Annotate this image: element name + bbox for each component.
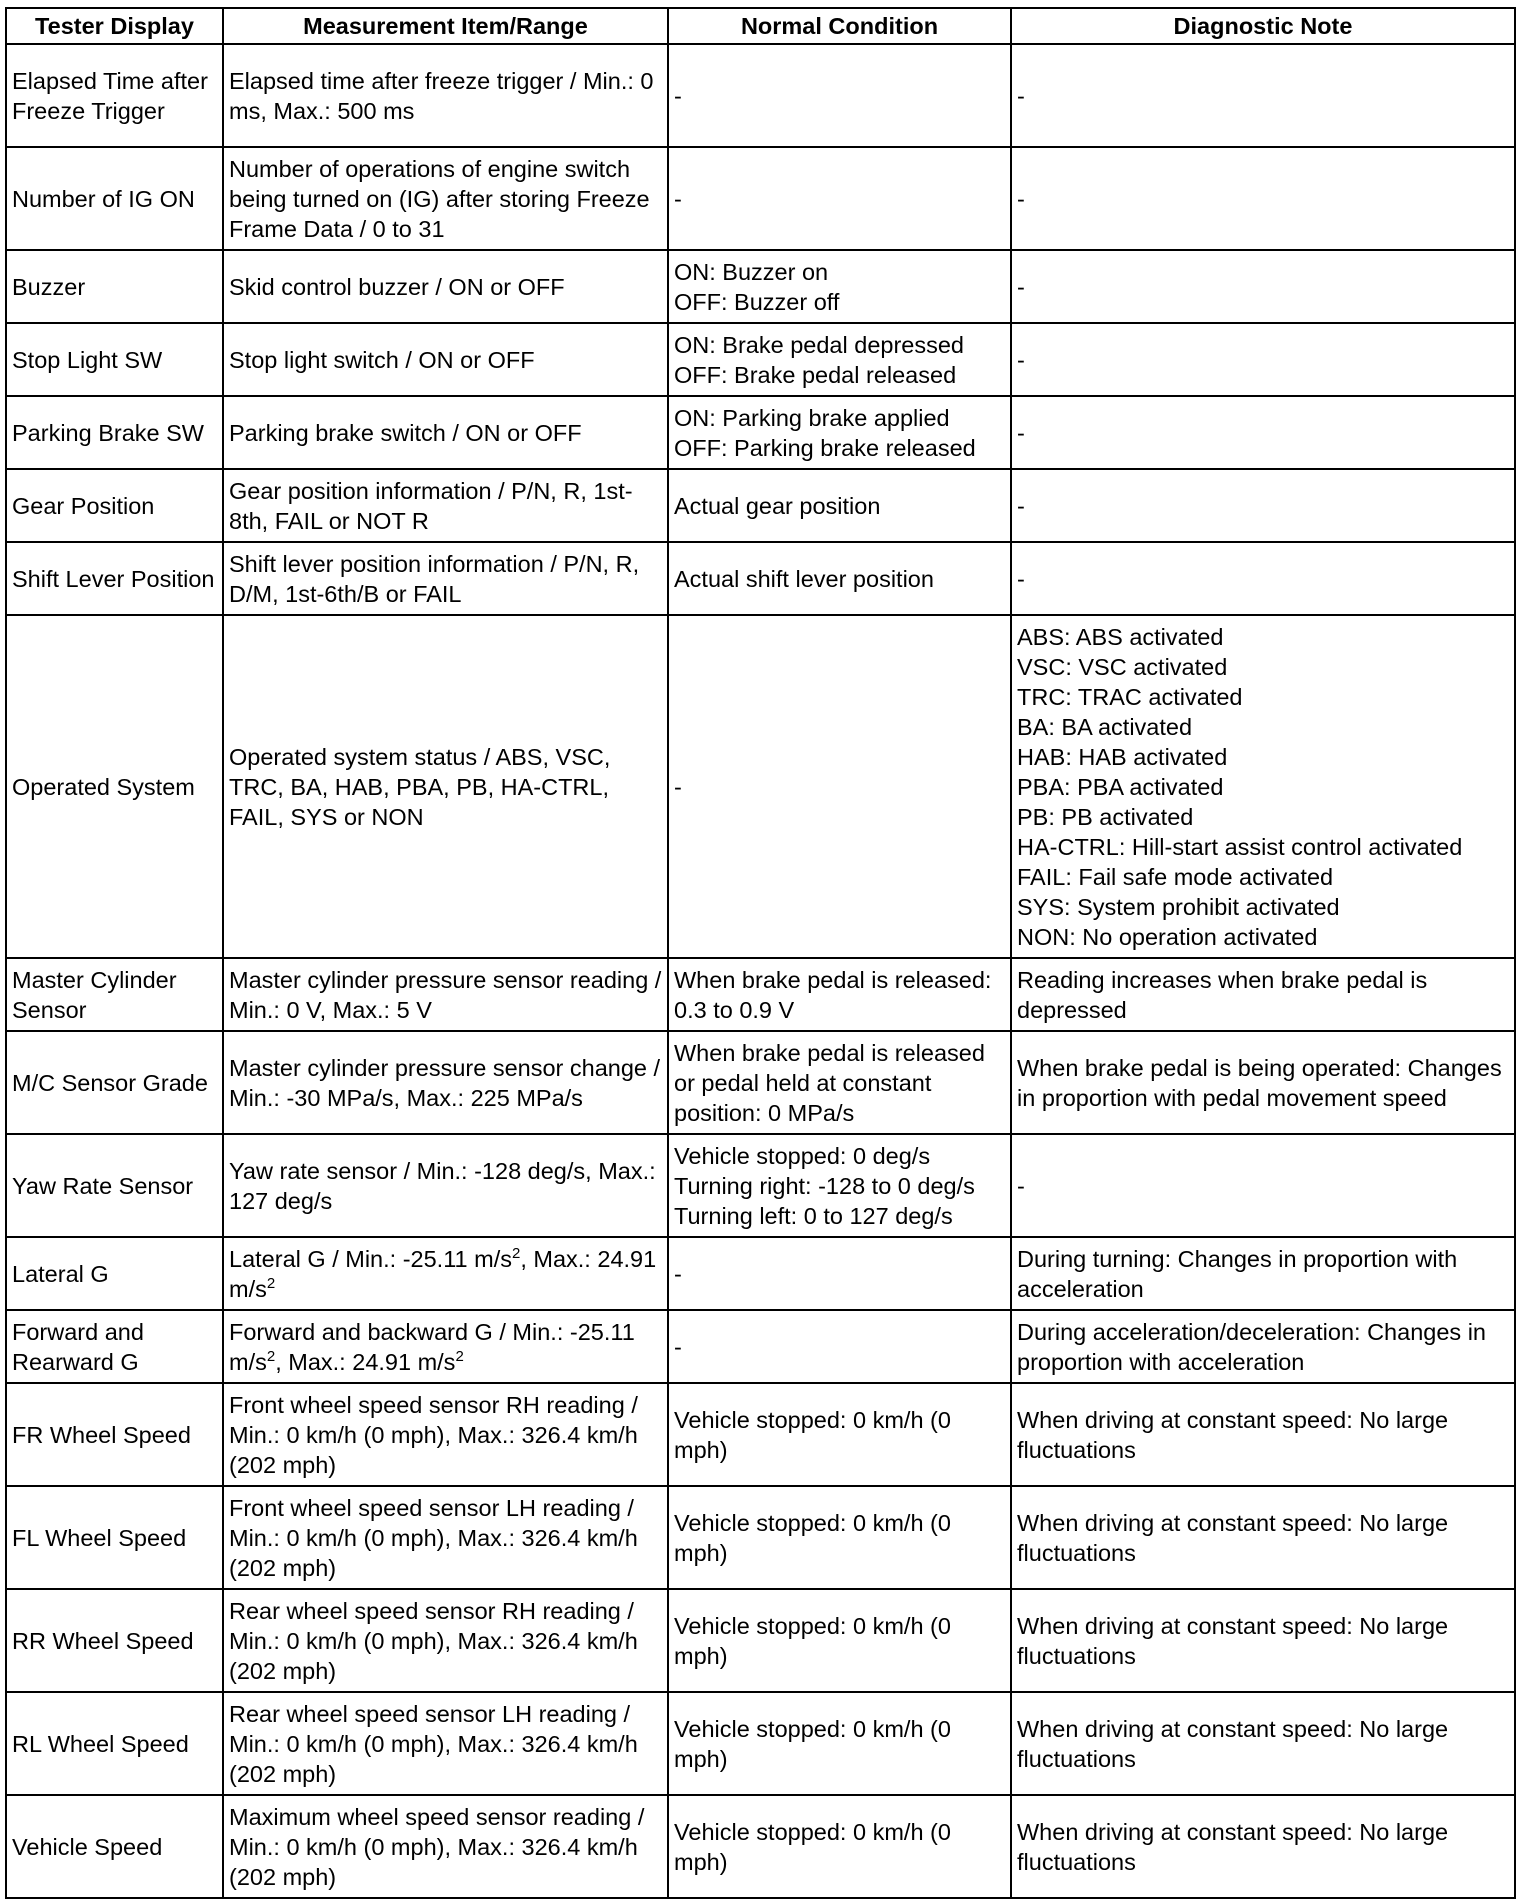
table-row bbox=[6, 396, 1515, 469]
normal-condition-cell: When brake pedal is released or pedal held at constant position: 0 MPa/s bbox=[668, 1031, 1011, 1134]
diagnostic-note-cell: When driving at constant speed: No large fluctuations bbox=[1011, 1795, 1515, 1898]
diagnostic-note-cell: - bbox=[1011, 323, 1515, 396]
tester-display-cell: Buzzer bbox=[6, 250, 223, 323]
diagnostic-note-cell: - bbox=[1011, 44, 1515, 147]
table-row bbox=[6, 1310, 1515, 1383]
tester-display-cell: Gear Position bbox=[6, 469, 223, 542]
measurement-cell: Master cylinder pressure sensor reading / Min.: 0 V, Max.: 5 V bbox=[223, 958, 668, 1031]
measurement-cell: Front wheel speed sensor LH reading / Min.: 0 km/h (0 mph), Max.: 326.4 km/h (202 mph) bbox=[223, 1486, 668, 1589]
tester-display-cell: Master Cylinder Sensor bbox=[6, 958, 223, 1031]
measurement-text: , Max.: 24.91 m/s bbox=[229, 1245, 657, 1302]
diagnostic-note-cell: During turning: Changes in proportion with acceleration bbox=[1011, 1237, 1515, 1310]
header-diagnostic-note: Diagnostic Note bbox=[1011, 8, 1515, 44]
diagnostic-note-cell: When driving at constant speed: No large fluctuations bbox=[1011, 1383, 1515, 1486]
normal-condition-cell: - bbox=[668, 44, 1011, 147]
table-row bbox=[6, 44, 1515, 147]
diagnostic-note-cell: - bbox=[1011, 1134, 1515, 1237]
table-row bbox=[6, 1486, 1515, 1589]
table-row bbox=[6, 250, 1515, 323]
normal-condition-cell: - bbox=[668, 1237, 1011, 1310]
tester-display-cell: RL Wheel Speed bbox=[6, 1692, 223, 1795]
tester-display-cell: RR Wheel Speed bbox=[6, 1589, 223, 1692]
normal-condition-cell: ON: Parking brake applied OFF: Parking brake released bbox=[668, 396, 1011, 469]
header-measurement-item: Measurement Item/Range bbox=[223, 8, 668, 44]
tester-display-cell: Shift Lever Position bbox=[6, 542, 223, 615]
measurement-cell: Maximum wheel speed sensor reading / Min.: 0 km/h (0 mph), Max.: 326.4 km/h (202 mph) bbox=[223, 1795, 668, 1898]
diagnostic-note-cell: Reading increases when brake pedal is depressed bbox=[1011, 958, 1515, 1031]
diagnostic-note-cell: When driving at constant speed: No large fluctuations bbox=[1011, 1486, 1515, 1589]
diagnostic-note-cell: - bbox=[1011, 250, 1515, 323]
table-row bbox=[6, 469, 1515, 542]
measurement-cell: Rear wheel speed sensor LH reading / Min.: 0 km/h (0 mph), Max.: 326.4 km/h (202 mph) bbox=[223, 1692, 668, 1795]
data-list-table bbox=[5, 7, 1516, 1899]
measurement-cell bbox=[223, 1237, 668, 1310]
tester-display-cell: M/C Sensor Grade bbox=[6, 1031, 223, 1134]
diagnostic-note-cell: - bbox=[1011, 542, 1515, 615]
measurement-cell: Operated system status / ABS, VSC, TRC, BA, HAB, PBA, PB, HA-CTRL, FAIL, SYS or NON bbox=[223, 615, 668, 958]
diagnostic-note-cell: During acceleration/deceleration: Changes in proportion with acceleration bbox=[1011, 1310, 1515, 1383]
superscript: 2 bbox=[455, 1347, 464, 1365]
table-row bbox=[6, 323, 1515, 396]
normal-condition-cell: ON: Brake pedal depressed OFF: Brake pedal released bbox=[668, 323, 1011, 396]
measurement-text: Lateral G / Min.: -25.11 m/s bbox=[229, 1245, 512, 1272]
diagnostic-note-cell: When driving at constant speed: No large fluctuations bbox=[1011, 1692, 1515, 1795]
header-tester-display: Tester Display bbox=[6, 8, 223, 44]
table-row bbox=[6, 147, 1515, 250]
tester-display-cell: Stop Light SW bbox=[6, 323, 223, 396]
table-row bbox=[6, 1237, 1515, 1310]
tester-display-cell: Parking Brake SW bbox=[6, 396, 223, 469]
table-row bbox=[6, 615, 1515, 958]
normal-condition-cell: Actual shift lever position bbox=[668, 542, 1011, 615]
measurement-cell: Master cylinder pressure sensor change / Min.: -30 MPa/s, Max.: 225 MPa/s bbox=[223, 1031, 668, 1134]
table-row bbox=[6, 1031, 1515, 1134]
tester-display-cell: Number of IG ON bbox=[6, 147, 223, 250]
tester-display-cell: Yaw Rate Sensor bbox=[6, 1134, 223, 1237]
table-row bbox=[6, 1795, 1515, 1898]
measurement-cell: Skid control buzzer / ON or OFF bbox=[223, 250, 668, 323]
normal-condition-cell: Vehicle stopped: 0 km/h (0 mph) bbox=[668, 1486, 1011, 1589]
tester-display-cell: FR Wheel Speed bbox=[6, 1383, 223, 1486]
diagnostic-note-cell: - bbox=[1011, 147, 1515, 250]
diagnostic-note-cell: ABS: ABS activated VSC: VSC activated TRC: TRAC activated BA: BA activated HAB: HAB activated PBA: PBA activated PB: PB activated HA-CTRL: Hill-start assist control activated FAIL: Fail safe mode activated SYS: System prohibit activated NON: No operation activated bbox=[1011, 615, 1515, 958]
tester-display-cell: Operated System bbox=[6, 615, 223, 958]
normal-condition-cell: - bbox=[668, 615, 1011, 958]
normal-condition-cell: Vehicle stopped: 0 km/h (0 mph) bbox=[668, 1795, 1011, 1898]
normal-condition-cell: Vehicle stopped: 0 km/h (0 mph) bbox=[668, 1589, 1011, 1692]
normal-condition-cell: Actual gear position bbox=[668, 469, 1011, 542]
diagnostic-note-cell: - bbox=[1011, 396, 1515, 469]
measurement-cell: Number of operations of engine switch being turned on (IG) after storing Freeze Frame Data / 0 to 31 bbox=[223, 147, 668, 250]
superscript: 2 bbox=[266, 1274, 276, 1292]
header-normal-condition: Normal Condition bbox=[668, 8, 1011, 44]
table-row bbox=[6, 1692, 1515, 1795]
measurement-cell bbox=[223, 1310, 668, 1383]
measurement-cell: Elapsed time after freeze trigger / Min.: 0 ms, Max.: 500 ms bbox=[223, 44, 668, 147]
measurement-cell: Gear position information / P/N, R, 1st-8th, FAIL or NOT R bbox=[223, 469, 668, 542]
normal-condition-cell: Vehicle stopped: 0 deg/s Turning right: -128 to 0 deg/s Turning left: 0 to 127 deg/s bbox=[668, 1134, 1011, 1237]
tester-display-cell: Forward and Rearward G bbox=[6, 1310, 223, 1383]
normal-condition-cell: - bbox=[668, 1310, 1011, 1383]
measurement-cell: Stop light switch / ON or OFF bbox=[223, 323, 668, 396]
diagnostic-note-cell: - bbox=[1011, 469, 1515, 542]
diagnostic-note-cell: When brake pedal is being operated: Changes in proportion with pedal movement speed bbox=[1011, 1031, 1515, 1134]
superscript: 2 bbox=[511, 1244, 521, 1262]
tester-display-cell: FL Wheel Speed bbox=[6, 1486, 223, 1589]
measurement-cell: Shift lever position information / P/N, R, D/M, 1st-6th/B or FAIL bbox=[223, 542, 668, 615]
measurement-cell: Front wheel speed sensor RH reading / Min.: 0 km/h (0 mph), Max.: 326.4 km/h (202 mph) bbox=[223, 1383, 668, 1486]
measurement-cell: Yaw rate sensor / Min.: -128 deg/s, Max.: 127 deg/s bbox=[223, 1134, 668, 1237]
table-row bbox=[6, 1589, 1515, 1692]
header-row bbox=[6, 8, 1515, 44]
measurement-cell: Rear wheel speed sensor RH reading / Min.: 0 km/h (0 mph), Max.: 326.4 km/h (202 mph) bbox=[223, 1589, 668, 1692]
measurement-cell: Parking brake switch / ON or OFF bbox=[223, 396, 668, 469]
tester-display-cell: Elapsed Time after Freeze Trigger bbox=[6, 44, 223, 147]
normal-condition-cell: When brake pedal is released: 0.3 to 0.9 V bbox=[668, 958, 1011, 1031]
measurement-text: Forward and backward G / Min.: -25.11 m/s bbox=[229, 1318, 635, 1375]
normal-condition-cell: Vehicle stopped: 0 km/h (0 mph) bbox=[668, 1692, 1011, 1795]
diagnostic-note-cell: When driving at constant speed: No large fluctuations bbox=[1011, 1589, 1515, 1692]
measurement-text: , Max.: 24.91 m/s bbox=[275, 1348, 456, 1375]
normal-condition-cell: ON: Buzzer on OFF: Buzzer off bbox=[668, 250, 1011, 323]
tester-display-cell: Lateral G bbox=[6, 1237, 223, 1310]
normal-condition-cell: Vehicle stopped: 0 km/h (0 mph) bbox=[668, 1383, 1011, 1486]
superscript: 2 bbox=[266, 1347, 276, 1365]
table-row bbox=[6, 542, 1515, 615]
normal-condition-cell: - bbox=[668, 147, 1011, 250]
table-row bbox=[6, 1134, 1515, 1237]
tester-display-cell: Vehicle Speed bbox=[6, 1795, 223, 1898]
table-row bbox=[6, 958, 1515, 1031]
table-row bbox=[6, 1383, 1515, 1486]
